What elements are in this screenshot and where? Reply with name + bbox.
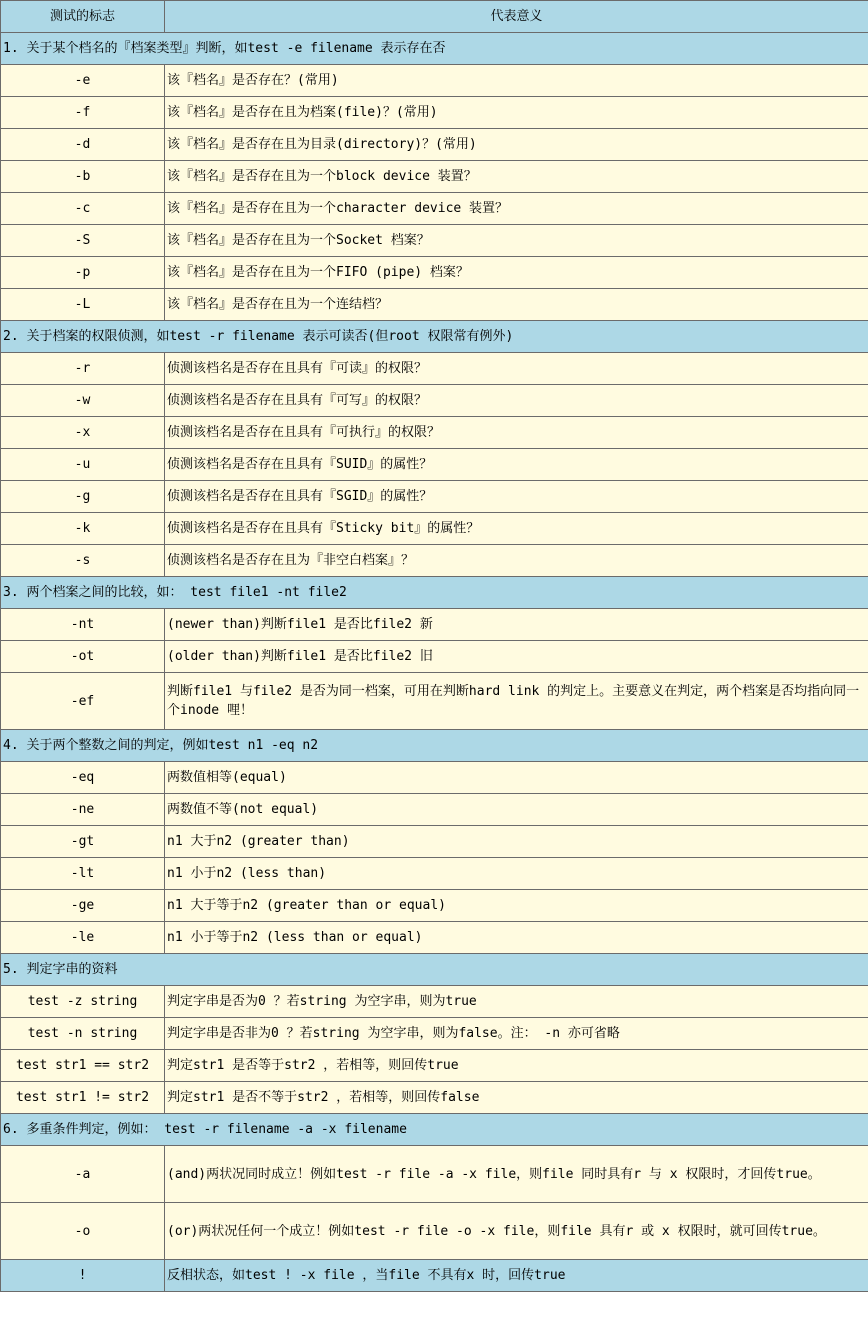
description-cell: 判定字串是否非为0 ？若string 为空字串，则为false。注： -n 亦可省略 [165, 1018, 868, 1050]
description-cell: 该『档名』是否存在且为目录(directory)？(常用) [165, 129, 868, 161]
flag-cell: -nt [1, 609, 165, 641]
flag-cell: -o [1, 1203, 165, 1260]
flag-cell: -eq [1, 762, 165, 794]
table-row [1, 257, 868, 289]
description-cell: (older than)判断file1 是否比file2 旧 [165, 641, 868, 673]
description-cell: 侦测该档名是否存在且具有『可执行』的权限？ [165, 417, 868, 449]
header-row [1, 1, 868, 33]
table-row [1, 481, 868, 513]
table-row [1, 193, 868, 225]
section-header-row [1, 577, 868, 609]
table-row [1, 794, 868, 826]
section-header-row [1, 33, 868, 65]
table-row [1, 1018, 868, 1050]
description-cell: 该『档名』是否存在且为一个连结档？ [165, 289, 868, 321]
flag-cell: test str1 == str2 [1, 1050, 165, 1082]
table-row [1, 609, 868, 641]
description-cell: 该『档名』是否存在且为一个FIFO (pipe) 档案？ [165, 257, 868, 289]
flag-cell: -c [1, 193, 165, 225]
table-row [1, 1082, 868, 1114]
table-body [1, 1, 868, 1292]
table-row [1, 385, 868, 417]
table-row [1, 986, 868, 1018]
table-row [1, 545, 868, 577]
table-row [1, 858, 868, 890]
description-cell: 判定str1 是否等于str2 ，若相等，则回传true [165, 1050, 868, 1082]
table-row [1, 826, 868, 858]
table-row [1, 641, 868, 673]
description-cell: 侦测该档名是否存在且为『非空白档案』？ [165, 545, 868, 577]
table-row [1, 65, 868, 97]
flag-cell: -e [1, 65, 165, 97]
section-title: 5. 判定字串的资料 [1, 954, 868, 986]
description-cell: 判断file1 与file2 是否为同一档案，可用在判断hard link 的判定上。主要意义在判定，两个档案是否均指向同一个inode 哩！ [165, 673, 868, 730]
description-cell: 该『档名』是否存在且为一个block device 装置？ [165, 161, 868, 193]
header-meaning: 代表意义 [165, 1, 868, 33]
flag-cell: -le [1, 922, 165, 954]
flag-cell: -ot [1, 641, 165, 673]
section-header-row [1, 321, 868, 353]
section-title: 4. 关于两个整数之间的判定，例如test n1 -eq n2 [1, 730, 868, 762]
flag-cell: -a [1, 1146, 165, 1203]
table-row [1, 1146, 868, 1203]
section-title: 6. 多重条件判定，例如： test -r filename -a -x filename [1, 1114, 868, 1146]
flag-cell: -g [1, 481, 165, 513]
table-row [1, 225, 868, 257]
flag-cell: -w [1, 385, 165, 417]
description-cell: 两数值不等(not equal) [165, 794, 868, 826]
description-cell: 两数值相等(equal) [165, 762, 868, 794]
description-cell: 侦测该档名是否存在且具有『可写』的权限？ [165, 385, 868, 417]
table-row [1, 673, 868, 730]
flag-cell: -gt [1, 826, 165, 858]
flag-cell: -f [1, 97, 165, 129]
section-header-row [1, 730, 868, 762]
table-row [1, 1050, 868, 1082]
flag-cell: -ef [1, 673, 165, 730]
description-cell: 该『档名』是否存在且为一个Socket 档案？ [165, 225, 868, 257]
description-cell: n1 大于等于n2 (greater than or equal) [165, 890, 868, 922]
description-cell: 判定str1 是否不等于str2 ，若相等，则回传false [165, 1082, 868, 1114]
flag-cell: test -n string [1, 1018, 165, 1050]
section-header-row [1, 1114, 868, 1146]
flag-cell: -d [1, 129, 165, 161]
description-cell: 侦测该档名是否存在且具有『可读』的权限？ [165, 353, 868, 385]
flag-cell: -ge [1, 890, 165, 922]
table-row [1, 129, 868, 161]
table-row [1, 353, 868, 385]
description-cell: 侦测该档名是否存在且具有『SGID』的属性？ [165, 481, 868, 513]
flag-cell: -p [1, 257, 165, 289]
description-cell: 该『档名』是否存在且为一个character device 装置？ [165, 193, 868, 225]
table-row [1, 890, 868, 922]
description-cell: n1 小于等于n2 (less than or equal) [165, 922, 868, 954]
flag-cell: -x [1, 417, 165, 449]
header-flag: 测试的标志 [1, 1, 165, 33]
flag-cell: -u [1, 449, 165, 481]
table-row [1, 417, 868, 449]
table-row [1, 97, 868, 129]
flag-cell: test -z string [1, 986, 165, 1018]
flag-cell: -b [1, 161, 165, 193]
table-row [1, 513, 868, 545]
description-cell: n1 小于n2 (less than) [165, 858, 868, 890]
description-cell: (and)两状况同时成立！例如test -r file -a -x file，则file 同时具有r 与 x 权限时，才回传true。 [165, 1146, 868, 1203]
section-title: 1. 关于某个档名的『档案类型』判断，如test -e filename 表示存在否 [1, 33, 868, 65]
table-row-last [1, 1260, 868, 1292]
flag-cell: -k [1, 513, 165, 545]
description-cell: (or)两状况任何一个成立！例如test -r file -o -x file，则file 具有r 或 x 权限时，就可回传true。 [165, 1203, 868, 1260]
section-title: 3. 两个档案之间的比较，如： test file1 -nt file2 [1, 577, 868, 609]
table-row [1, 161, 868, 193]
description-cell: (newer than)判断file1 是否比file2 新 [165, 609, 868, 641]
flag-cell: -ne [1, 794, 165, 826]
flag-cell: ! [1, 1260, 165, 1292]
description-cell: 反相状态，如test ! -x file ，当file 不具有x 时，回传true [165, 1260, 868, 1292]
table-row [1, 762, 868, 794]
section-header-row [1, 954, 868, 986]
flag-cell: -S [1, 225, 165, 257]
flag-cell: -lt [1, 858, 165, 890]
table-row [1, 922, 868, 954]
section-title: 2. 关于档案的权限侦测，如test -r filename 表示可读否(但root 权限常有例外) [1, 321, 868, 353]
flag-cell: test str1 != str2 [1, 1082, 165, 1114]
table-row [1, 449, 868, 481]
flag-cell: -r [1, 353, 165, 385]
description-cell: 侦测该档名是否存在且具有『SUID』的属性？ [165, 449, 868, 481]
description-cell: 判定字串是否为0 ？若string 为空字串，则为true [165, 986, 868, 1018]
description-cell: 侦测该档名是否存在且具有『Sticky bit』的属性？ [165, 513, 868, 545]
description-cell: n1 大于n2 (greater than) [165, 826, 868, 858]
description-cell: 该『档名』是否存在且为档案(file)？(常用) [165, 97, 868, 129]
description-cell: 该『档名』是否存在？(常用) [165, 65, 868, 97]
flag-cell: -L [1, 289, 165, 321]
table-row [1, 289, 868, 321]
flag-cell: -s [1, 545, 165, 577]
table-row [1, 1203, 868, 1260]
